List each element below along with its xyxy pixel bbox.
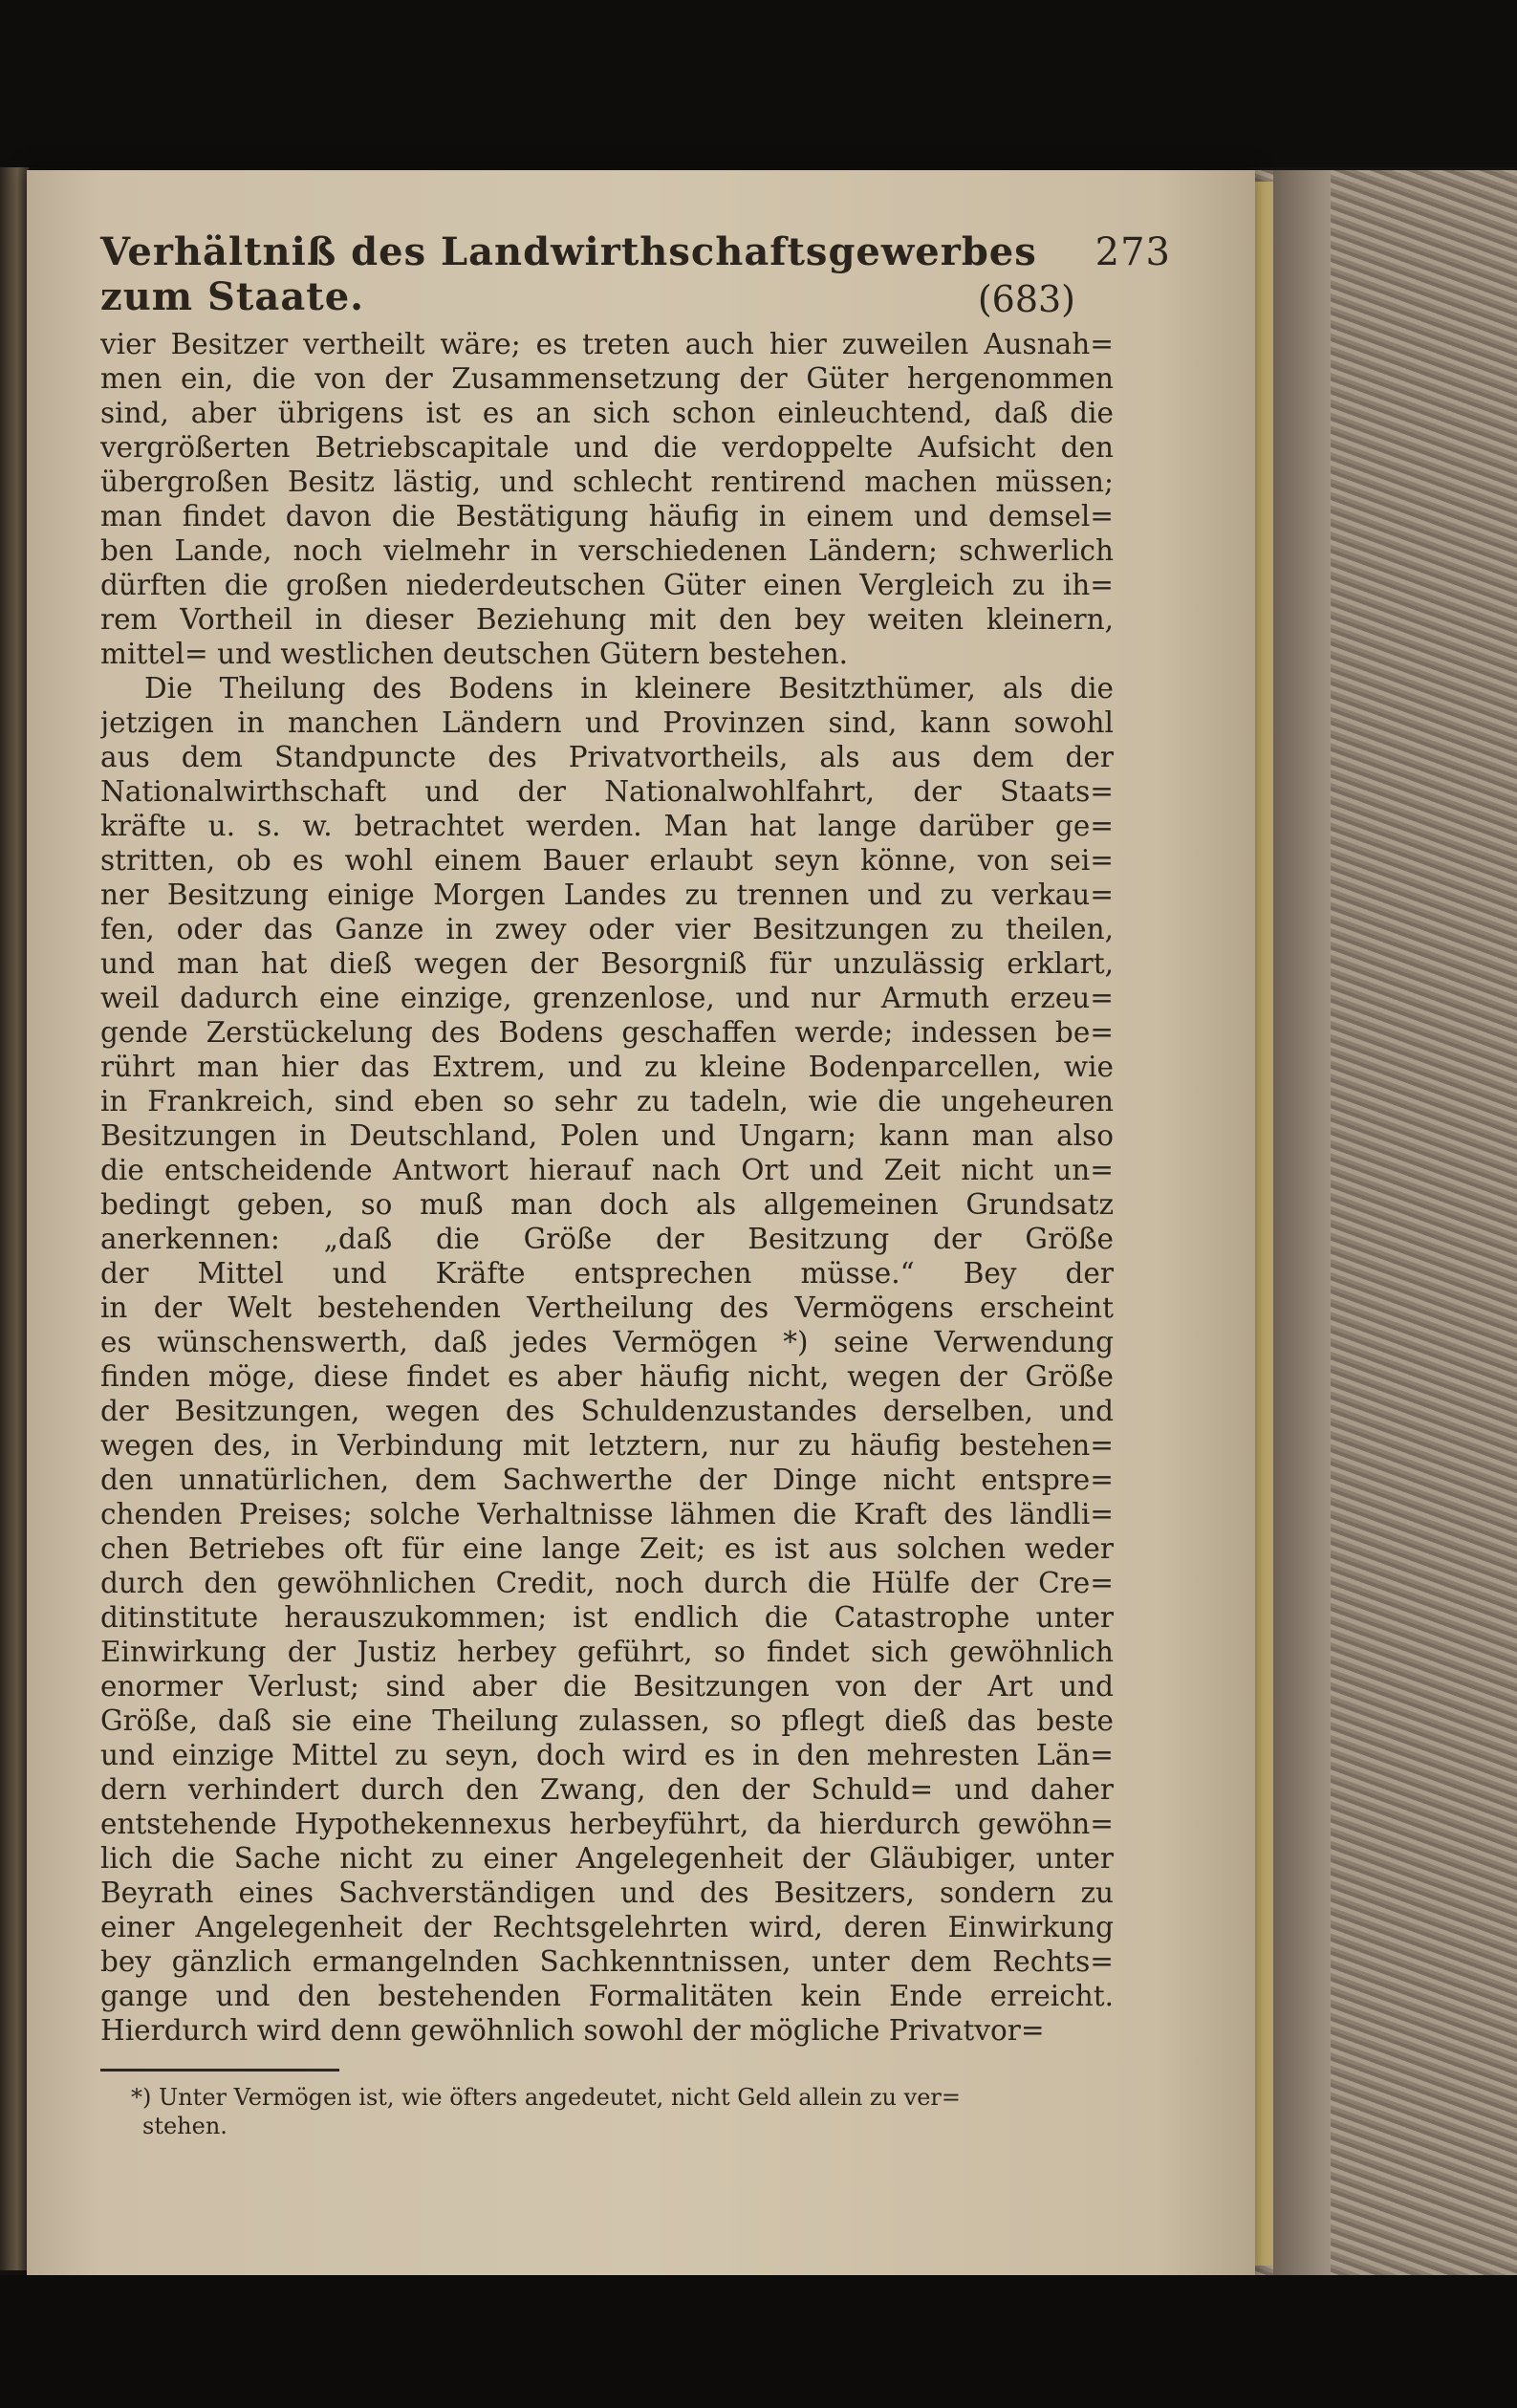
text-line: kräfte u. s. w. betrachtet werden. Man hat lange darüber ge= [100,810,1114,842]
signature-mark: (683) [977,278,1075,320]
text-line: aus dem Standpuncte des Privatvortheils, als aus dem der [100,741,1114,773]
text-line: rem Vortheil in dieser Beziehung mit den bey weiten kleinern, [100,603,1114,636]
background-top [0,0,1517,167]
text-line: men ein, die von der Zusammensetzung der Güter hergenommen [100,362,1114,395]
page-text [100,229,1171,2140]
text-line: lich die Sache nicht zu einer Angelegenheit der Gläubiger, unter [100,1842,1114,1875]
book-spine-edge [0,167,29,2270]
text-line: einer Angelegenheit der Rechtsgelehrten wird, deren Einwirkung [100,1911,1114,1943]
cover-inner-edge [1273,170,1331,2292]
text-line: vergrößerten Betriebscapitale und die verdoppelte Aufsicht den [100,431,1114,464]
text-line: den unnatürlichen, dem Sachwerthe der Dinge nicht entspre= [100,1464,1114,1496]
text-line: dern verhindert durch den Zwang, den der Schuld= und daher [100,1773,1114,1806]
text-line: ditinstitute herauszukommen; ist endlich die Catastrophe unter [100,1601,1114,1634]
text-line: wegen des, in Verbindung mit letztern, nur zu häufig bestehen= [100,1429,1114,1462]
text-line: rührt man hier das Extrem, und zu kleine Bodenparcellen, wie [100,1051,1114,1083]
text-line: der Mittel und Kräfte entsprechen müsse.“ Bey der [100,1257,1114,1290]
text-line: es wünschenswerth, daß jedes Vermögen *) seine Verwendung [100,1326,1114,1358]
footnote-line: *) Unter Vermögen ist, wie öfters angedeutet, nicht Geld allein zu ver= [131,2084,961,2111]
footnote [100,2083,1114,2140]
footnote-line: stehen. [142,2113,228,2139]
text-line: gende Zerstückelung des Bodens geschaffen werde; indessen be= [100,1016,1114,1049]
text-line: Die Theilung des Bodens in kleinere Besitzthümer, als die [144,672,1114,705]
text-line: jetzigen in manchen Ländern und Provinzen sind, kann sowohl [100,706,1114,739]
text-line: bedingt geben, so muß man doch als allgemeinen Grundsatz [100,1188,1114,1221]
text-line: Nationalwirthschaft und der Nationalwohlfahrt, der Staats= [100,775,1114,808]
text-line: Hierdurch wird denn gewöhnlich sowohl der mögliche Privatvor= [100,2014,1045,2047]
page-number: 273 [1094,230,1171,274]
text-line: bey gänzlich ermangelnden Sachkenntnissen, unter dem Rechts= [100,1945,1114,1978]
text-line: dürften die großen niederdeutschen Güter einen Vergleich zu ih= [100,569,1114,601]
text-line: Besitzungen in Deutschland, Polen und Ungarn; kann man also [100,1119,1114,1152]
text-line: gange und den bestehenden Formalitäten kein Ende erreicht. [100,1980,1114,2012]
text-line: und einzige Mittel zu seyn, doch wird es in den mehresten Län= [100,1739,1114,1771]
text-line: Größe, daß sie eine Theilung zulassen, so pflegt dieß das beste [100,1704,1114,1737]
text-line: mittel= und westlichen deutschen Gütern bestehen. [100,638,848,670]
body-text [100,327,1114,2048]
text-line: man findet davon die Bestätigung häufig in einem und demsel= [100,500,1114,532]
text-line: übergroßen Besitz lästig, und schlecht rentirend machen müssen; [100,466,1114,498]
text-line: die entscheidende Antwort hierauf nach Ort und Zeit nicht un= [100,1154,1114,1186]
text-line: Beyrath eines Sachverständigen und des Besitzers, sondern zu [100,1877,1114,1909]
text-line: entstehende Hypothekennexus herbeyführt, da hierdurch gewöhn= [100,1808,1114,1840]
running-title: Verhältniß des Landwirthschaftsgewerbes zum Staate. [100,229,1037,319]
text-line: ner Besitzung einige Morgen Landes zu trennen und zu verkau= [100,879,1114,911]
text-line: in Frankreich, sind eben so sehr zu tadeln, wie die ungeheuren [100,1085,1114,1117]
text-line: ben Lande, noch vielmehr in verschiedenen Ländern; schwerlich [100,534,1114,567]
text-line: der Besitzungen, wegen des Schuldenzustandes derselben, und [100,1395,1114,1427]
text-line: enormer Verlust; sind aber die Besitzungen von der Art und [100,1670,1114,1703]
text-line: durch den gewöhnlichen Credit, noch durch die Hülfe der Cre= [100,1567,1114,1599]
text-line: chenden Preises; solche Verhaltnisse lähmen die Kraft des ländli= [100,1498,1114,1530]
text-line: stritten, ob es wohl einem Bauer erlaubt seyn könne, von sei= [100,844,1114,877]
footnote-rule [100,2069,339,2072]
text-line: sind, aber übrigens ist es an sich schon einleuchtend, daß die [100,397,1114,429]
text-line: und man hat dieß wegen der Besorgniß für unzulässig erklart, [100,947,1114,980]
text-line: finden möge, diese findet es aber häufig nicht, wegen der Größe [100,1360,1114,1393]
text-line: chen Betriebes oft für eine lange Zeit; es ist aus solchen weder [100,1532,1114,1565]
text-line: fen, oder das Ganze in zwey oder vier Besitzungen zu theilen, [100,913,1114,945]
text-line: weil dadurch eine einzige, grenzenlose, und nur Armuth erzeu= [100,982,1114,1014]
text-line: anerkennen: „daß die Größe der Besitzung der Größe [100,1223,1114,1255]
text-line: Einwirkung der Justiz herbey geführt, so findet sich gewöhnlich [100,1636,1114,1668]
text-line: vier Besitzer vertheilt wäre; es treten auch hier zuweilen Ausnah= [100,328,1114,360]
background-bottom [0,2275,1517,2408]
text-line: in der Welt bestehenden Vertheilung des Vermögens erscheint [100,1291,1114,1324]
